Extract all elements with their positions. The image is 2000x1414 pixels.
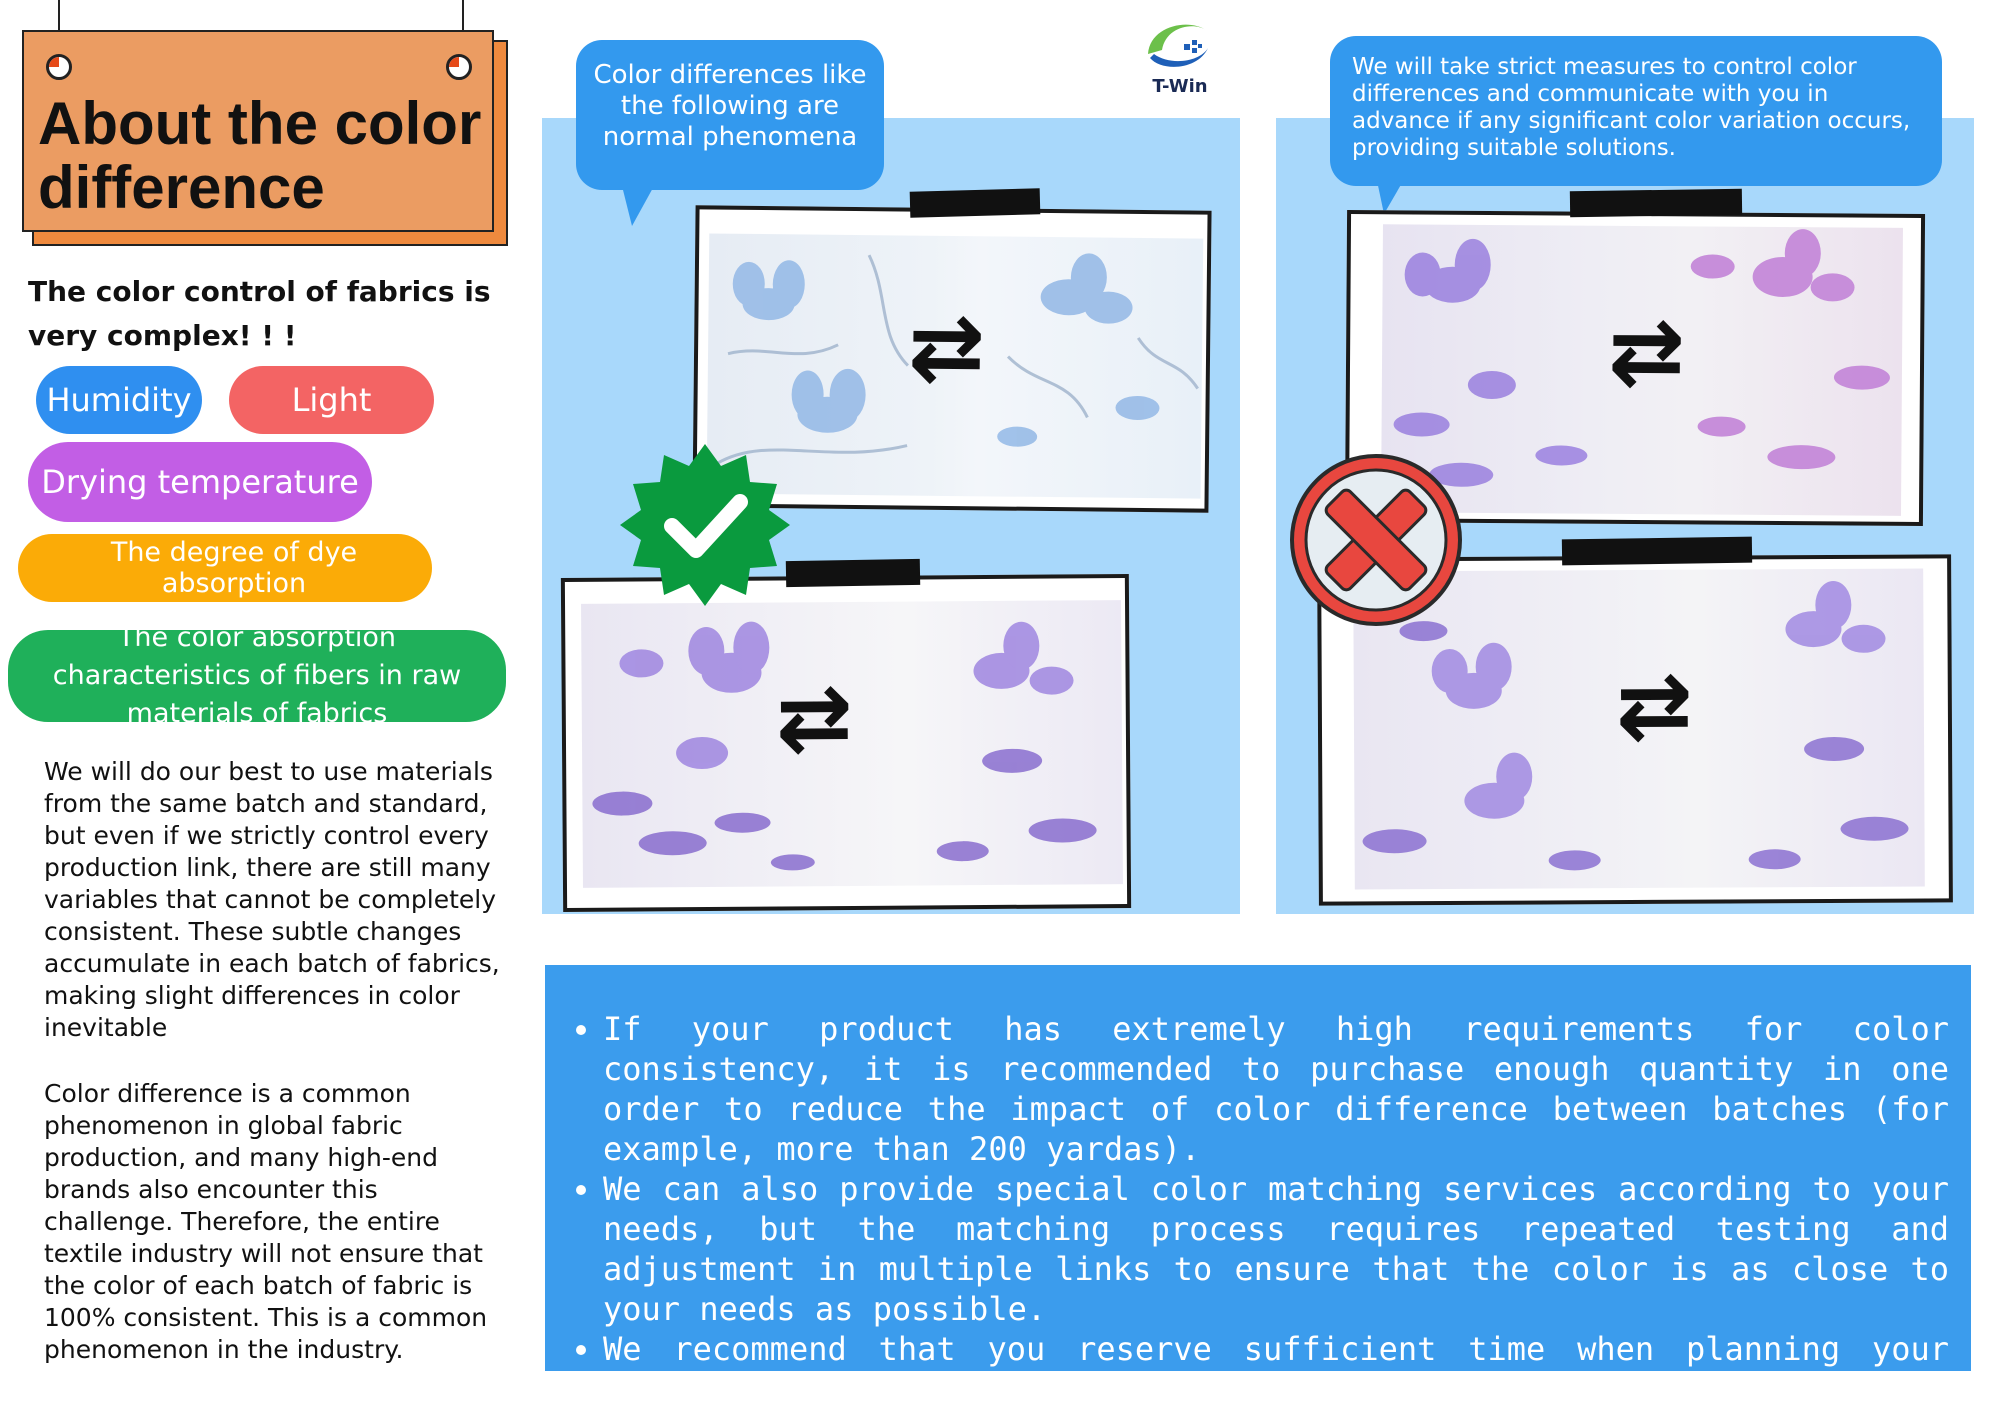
- strict-measures-bubble: We will take strict measures to control color differences and communicate with you in advance if any significant color variation occurs, providing suitable solutions.: [1330, 36, 1942, 186]
- recommendation-item: • We recommend that you reserve sufficient time when planning your order and have reasonable psychological expectations.: [603, 1329, 1949, 1409]
- pin-icon: [46, 54, 72, 80]
- recommendation-item: • If your product has extremely high requirements for color consistency, it is recommended to purchase enough quantity in one order to reduce the impact of color difference between batches (for example, more than 200 yardas).: [603, 1009, 1949, 1169]
- page-title: About the color difference: [38, 90, 482, 221]
- recommendations-list: [567, 1009, 1949, 1409]
- normal-phenomena-bubble: Color differences like the following are normal phenomena: [576, 40, 884, 190]
- logo-text: T-Win: [1152, 76, 1208, 97]
- factor-pill-fiber-absorption: The color absorption characteristics of fibers in raw materials of fabrics: [8, 630, 506, 722]
- bubble-tail: [622, 186, 654, 226]
- paragraph-batch-variation: We will do our best to use materials from the same batch and standard, but even if we strictly control every production link, there are still many variables that cannot be completely consistent. These subtle changes accumulate in each batch of fabrics, making slight differences in color inevitable: [44, 757, 500, 1042]
- logo-swoosh-icon: [1140, 14, 1220, 74]
- swap-arrow-icon: ⇄: [775, 663, 854, 772]
- title-sign: [22, 30, 494, 232]
- factor-pill-dye-absorption: The degree of dye absorption: [18, 534, 432, 602]
- company-logo: [1140, 14, 1220, 104]
- tape-strip: [1570, 189, 1742, 217]
- factor-pill-drying-temperature: Drying temperature: [28, 442, 372, 522]
- subtitle: The color control of fabrics is very complex! ! !: [28, 275, 491, 352]
- tape-strip: [786, 559, 920, 587]
- check-badge-icon: [620, 440, 790, 610]
- fabric-photo-frame: [561, 574, 1131, 912]
- factor-pill-light: Light: [229, 366, 434, 434]
- swap-arrow-icon: ⇄: [907, 293, 986, 402]
- recommendations-box: [545, 965, 1971, 1408]
- tape-strip: [1562, 537, 1752, 566]
- cross-badge-icon: [1286, 450, 1466, 630]
- factor-pill-humidity: Humidity: [36, 366, 202, 434]
- recommendation-item: • We can also provide special color matching services according to your needs, but the matching process requires repeated testing and adjustment in multiple links to ensure that the color is as close to your needs as possible.: [603, 1169, 1949, 1329]
- pin-icon: [446, 54, 472, 80]
- tape-strip: [910, 188, 1041, 217]
- swap-arrow-icon: ⇄: [1615, 651, 1694, 760]
- swap-arrow-icon: ⇄: [1607, 297, 1686, 406]
- paragraph-industry-phenomenon: Color difference is a common phenomenon in global fabric production, and many high-end brands also encounter this challenge. Therefore, the entire textile industry will not ensure that the color of each batch of fabric is 100% consistent. This is a common phenomenon in the industry.: [44, 1079, 488, 1364]
